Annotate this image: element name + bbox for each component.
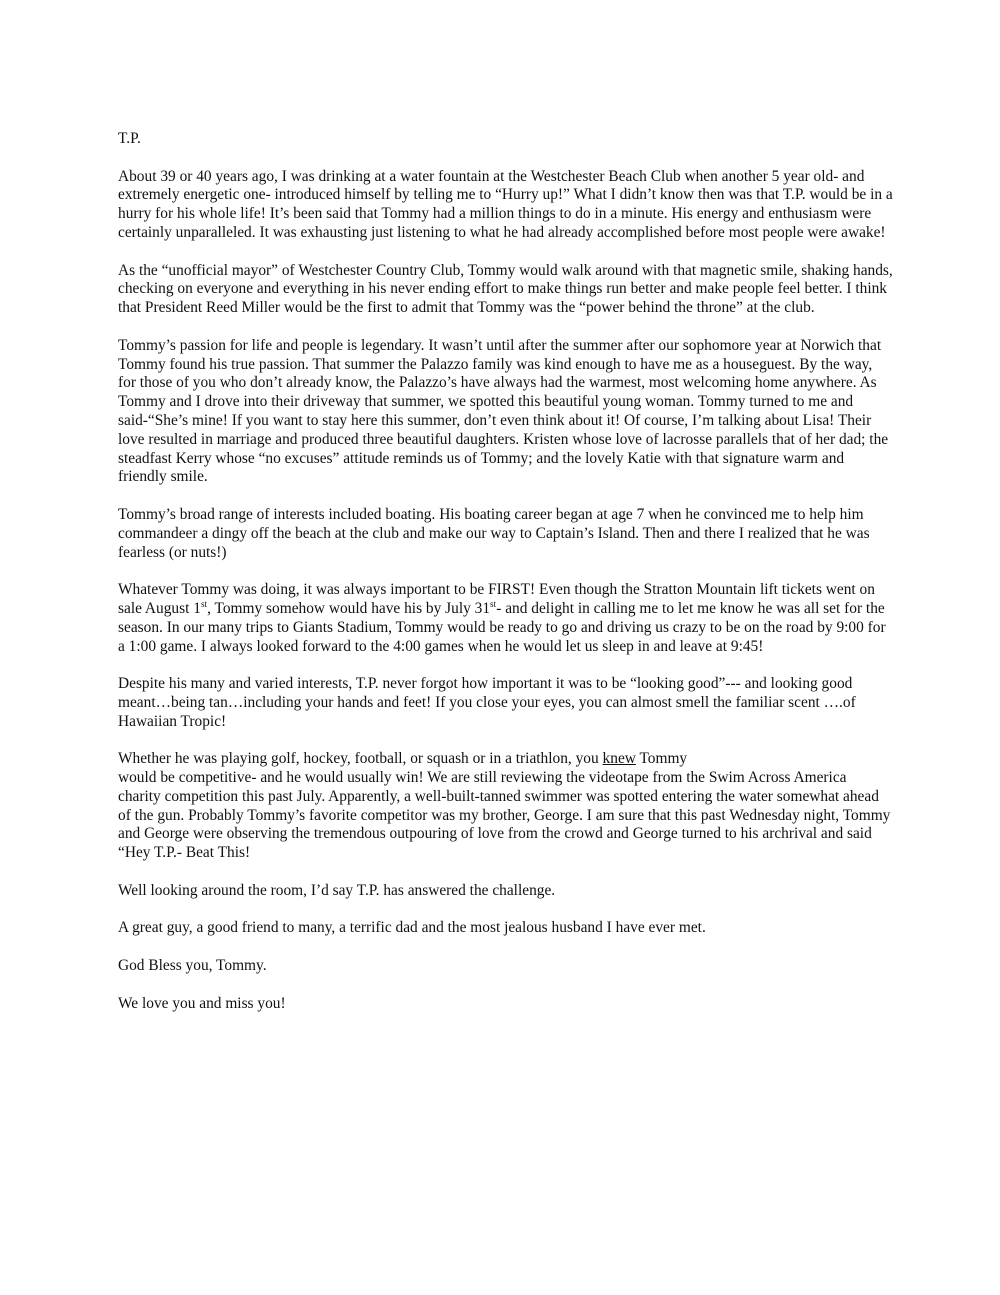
- paragraph-7-part-a: Whether he was playing golf, hockey, football, or squash or in a triathlon, you: [118, 750, 603, 768]
- paragraph-1: About 39 or 40 years ago, I was drinking at a water fountain at the Westchester Beach Club when another 5 year old- and extremely energetic one- introduced himself by telling me to “Hurry up!” What I didn’t know then was that T.P. would be in a hurry for his whole life! It’s been said that Tommy had a million things to do in a minute. His energy and enthusiasm were certainly unparalleled. It was exhausting just listening to what he had already accomplished before most people were awake!: [118, 167, 893, 241]
- paragraph-5-part-a: Whatever Tommy was doing, it was always important to be FIRST! Even though the Stratton Mountain lift tickets went on sale August 1: [118, 581, 875, 617]
- paragraph-10: God Bless you, Tommy.: [118, 957, 267, 975]
- paragraph-5: [118, 581, 893, 656]
- paragraph-9: A great guy, a good friend to many, a terrific dad and the most jealous husband I have ever met.: [118, 919, 706, 937]
- paragraph-5-part-c: - and delight in calling me to let me know he was all set for the season. In our many trips to Giants Stadium, Tommy would be ready to go and driving us crazy to be on the road by 9:00 for a 1:00 game. I always looked forward to the 4:00 games when he would let us sleep in and leave at 9:45!: [118, 599, 886, 655]
- paragraph-11: We love you and miss you!: [118, 994, 286, 1012]
- underlined-word: knew: [602, 750, 636, 768]
- paragraph-8: Well looking around the room, I’d say T.P. has answered the challenge.: [118, 881, 556, 899]
- paragraph-4: Tommy’s broad range of interests included boating. His boating career began at age 7 when he convinced me to help him commandeer a dingy off the beach at the club and make our way to Captain’s Island. Then and there I realized that he was fearless (or nuts!): [118, 505, 870, 561]
- paragraph-2: As the “unofficial mayor” of Westchester Country Club, Tommy would walk around with that magnetic smile, shaking hands, checking on everyone and everything in his never ending effort to make things run better and make people feel better. I think that President Reed Miller would be the first to admit that Tommy was the “power behind the throne” at the club.: [118, 261, 893, 317]
- document-title: T.P.: [118, 130, 141, 147]
- ordinal-suffix: st: [200, 598, 208, 609]
- paragraph-7-part-c: would be competitive- and he would usually win! We are still reviewing the videotape from the Swim Across America charity competition this past July. Apparently, a well-built-tanned swimmer was spotted entering the water somewhat ahead of the gun. Probably Tommy’s favorite competitor was my brother, George. I am sure that this past Wednesday night, Tommy and George were observing the tremendous outpouring of love from the crowd and George turned to his archrival and said “Hey T.P.- Beat This!: [118, 769, 891, 862]
- paragraph-3: Tommy’s passion for life and people is legendary. It wasn’t until after the summer after our sophomore year at Norwich that Tommy found his true passion. That summer the Palazzo family was kind enough to have me as a houseguest. By the way, for those of you who don’t already know, the Palazzo’s have always had the warmest, most welcoming home anywhere. As Tommy and I drove into their driveway that summer, we spotted this beautiful young woman. Tommy turned to me and said-“She’s mine! If you want to stay here this summer, don’t even think about it! Of course, I’m talking about Lisa! Their love resulted in marriage and produced three beautiful daughters. Kristen whose love of lacrosse parallels that of her dad; the steadfast Kerry whose “no excuses” attitude reminds us of Tommy; and the lovely Katie with that signature warm and friendly smile.: [118, 336, 889, 486]
- paragraph-7-part-b: Tommy: [635, 750, 688, 768]
- document-page: [118, 130, 893, 1032]
- paragraph-7: [118, 750, 893, 863]
- paragraph-5-part-b: , Tommy somehow would have his by July 31: [207, 599, 491, 617]
- ordinal-suffix: st: [490, 598, 497, 609]
- paragraph-6: Despite his many and varied interests, T.P. never forgot how important it was to be “looking good”--- and looking good meant…being tan…including your hands and feet! If you close your eyes, you can almost smell the familiar scent ….of Hawaiian Tropic!: [118, 675, 856, 730]
